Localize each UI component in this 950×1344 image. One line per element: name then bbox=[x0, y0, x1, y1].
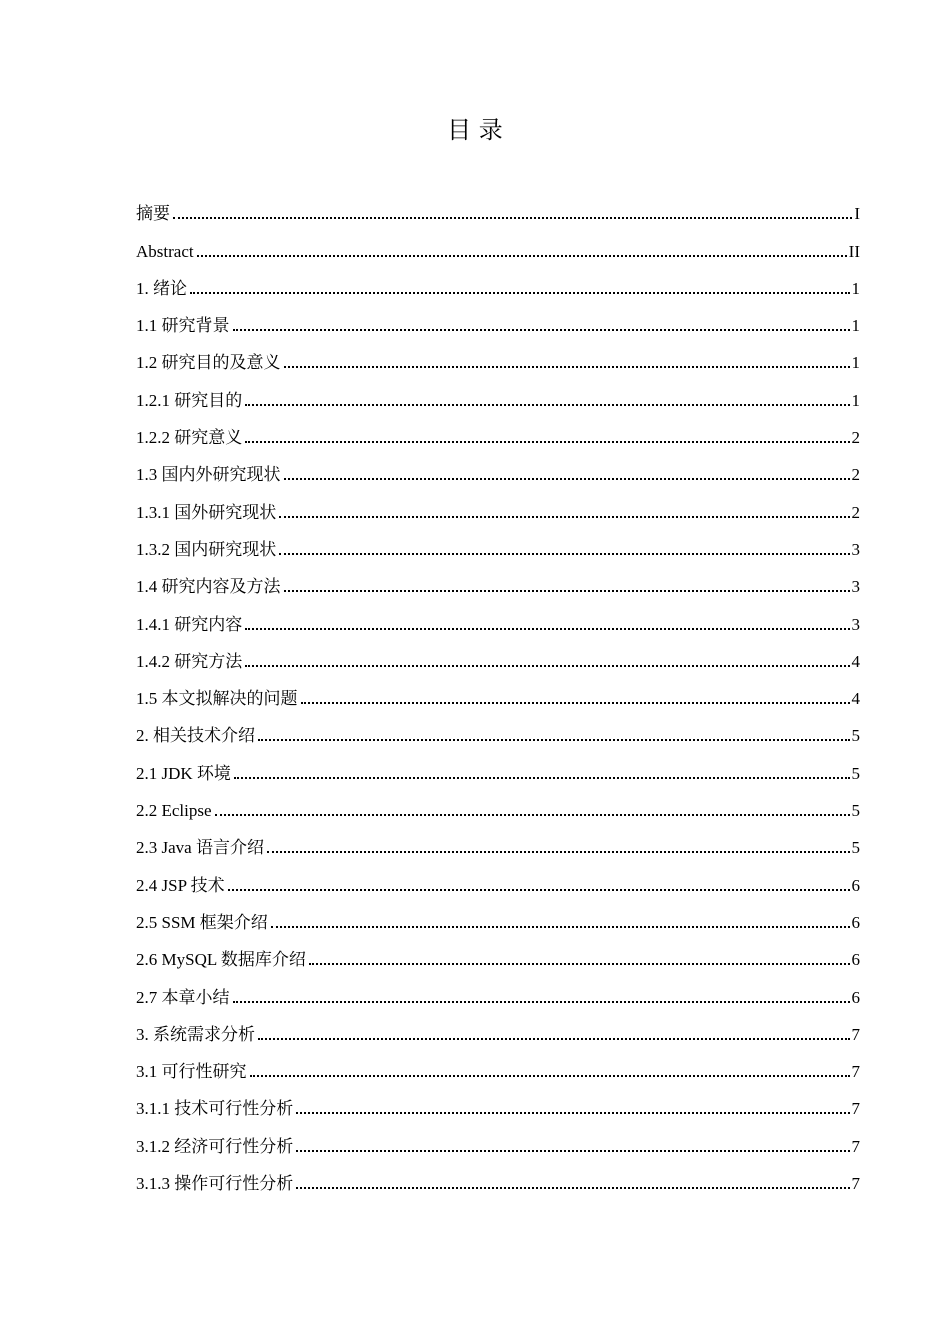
toc-entry[interactable] bbox=[136, 225, 860, 262]
toc-entry-label: 1.1 研究背景 bbox=[136, 316, 230, 336]
toc-entry[interactable] bbox=[136, 1083, 860, 1120]
toc-entry-page-number: 6 bbox=[851, 875, 860, 895]
toc-dot-leader bbox=[284, 478, 850, 480]
toc-dot-leader bbox=[279, 516, 849, 518]
toc-entry-label: 摘要 bbox=[136, 204, 170, 224]
toc-entry[interactable] bbox=[136, 897, 860, 934]
toc-entry-label: 3.1.1 技术可行性分析 bbox=[136, 1099, 294, 1119]
toc-entry-page-number: 6 bbox=[851, 912, 860, 932]
toc-entry[interactable] bbox=[136, 785, 860, 822]
toc-entry-label: 2.7 本章小结 bbox=[136, 987, 230, 1007]
toc-entry-label: 1.5 本文拟解决的问题 bbox=[136, 689, 298, 709]
toc-dot-leader bbox=[233, 1001, 850, 1003]
toc-entry-page-number: 1 bbox=[851, 390, 860, 410]
toc-dot-leader bbox=[296, 1150, 849, 1152]
toc-entry-page-number: 6 bbox=[851, 987, 860, 1007]
toc-entry-label: 3. 系统需求分析 bbox=[136, 1024, 255, 1044]
toc-entry-page-number: 7 bbox=[851, 1024, 860, 1044]
toc-entry-label: 1.4.1 研究内容 bbox=[136, 614, 243, 634]
toc-entry[interactable] bbox=[136, 822, 860, 859]
toc-entry-page-number: 5 bbox=[851, 763, 860, 783]
toc-entry-label: 1.3.1 国外研究现状 bbox=[136, 502, 277, 522]
toc-dot-leader bbox=[296, 1187, 849, 1189]
toc-entry[interactable] bbox=[136, 337, 860, 374]
toc-entry-page-number: 6 bbox=[851, 950, 860, 970]
toc-entry[interactable] bbox=[136, 263, 860, 300]
toc-entry-label: 1.2.1 研究目的 bbox=[136, 390, 243, 410]
toc-entry-label: 2.1 JDK 环境 bbox=[136, 763, 231, 783]
toc-entry-page-number: 3 bbox=[851, 539, 860, 559]
toc-dot-leader bbox=[284, 590, 850, 592]
toc-dot-leader bbox=[245, 628, 849, 630]
toc-entry[interactable] bbox=[136, 934, 860, 971]
toc-dot-leader bbox=[233, 329, 850, 331]
toc-entry-page-number: 1 bbox=[851, 353, 860, 373]
toc-title: 目 录 bbox=[447, 116, 503, 144]
toc-entry[interactable] bbox=[136, 636, 860, 673]
toc-dot-leader bbox=[215, 814, 850, 816]
toc-dot-leader bbox=[228, 889, 850, 891]
toc-entry-page-number: 5 bbox=[851, 726, 860, 746]
toc-dot-leader bbox=[190, 292, 850, 294]
toc-dot-leader bbox=[245, 665, 849, 667]
toc-entry[interactable] bbox=[136, 859, 860, 896]
toc-entry[interactable] bbox=[136, 524, 860, 561]
toc-entry-page-number: 2 bbox=[851, 502, 860, 522]
toc-entry-label: 2.6 MySQL 数据库介绍 bbox=[136, 950, 306, 970]
toc-entry-page-number: 7 bbox=[851, 1062, 860, 1082]
toc-dot-leader bbox=[258, 1038, 850, 1040]
toc-entry-label: 1.3.2 国内研究现状 bbox=[136, 539, 277, 559]
toc-entry-page-number: 3 bbox=[851, 577, 860, 597]
toc-entry-page-number: II bbox=[848, 241, 860, 261]
toc-entry-page-number: 5 bbox=[851, 838, 860, 858]
toc-entry-label: 3.1.2 经济可行性分析 bbox=[136, 1136, 294, 1156]
toc-entry-page-number: 1 bbox=[851, 278, 860, 298]
toc-entry[interactable] bbox=[136, 747, 860, 784]
toc-entry-page-number: 5 bbox=[851, 801, 860, 821]
toc-entry-page-number: 7 bbox=[851, 1174, 860, 1194]
toc-entry[interactable] bbox=[136, 486, 860, 523]
toc-entry-label: 1.4.2 研究方法 bbox=[136, 651, 243, 671]
toc-dot-leader bbox=[173, 217, 852, 219]
table-of-contents bbox=[136, 188, 860, 1195]
toc-entry[interactable] bbox=[136, 412, 860, 449]
toc-dot-leader bbox=[245, 404, 849, 406]
toc-entry-page-number: 7 bbox=[851, 1136, 860, 1156]
toc-dot-leader bbox=[234, 777, 850, 779]
toc-entry-label: 2.3 Java 语言介绍 bbox=[136, 838, 264, 858]
toc-dot-leader bbox=[258, 739, 850, 741]
toc-entry[interactable] bbox=[136, 710, 860, 747]
toc-entry[interactable] bbox=[136, 1158, 860, 1195]
toc-entry-page-number: 7 bbox=[851, 1099, 860, 1119]
toc-dot-leader bbox=[309, 963, 850, 965]
toc-dot-leader bbox=[271, 926, 850, 928]
toc-entry[interactable] bbox=[136, 1009, 860, 1046]
toc-entry[interactable] bbox=[136, 598, 860, 635]
toc-entry-page-number: I bbox=[854, 204, 860, 224]
toc-entry[interactable] bbox=[136, 561, 860, 598]
toc-entry-page-number: 2 bbox=[851, 465, 860, 485]
toc-entry-label: 1.4 研究内容及方法 bbox=[136, 577, 281, 597]
toc-entry[interactable] bbox=[136, 300, 860, 337]
toc-entry[interactable] bbox=[136, 449, 860, 486]
toc-entry-label: 2. 相关技术介绍 bbox=[136, 726, 255, 746]
toc-entry-label: 1. 绪论 bbox=[136, 278, 187, 298]
toc-entry-label: 1.3 国内外研究现状 bbox=[136, 465, 281, 485]
toc-entry-page-number: 1 bbox=[851, 316, 860, 336]
toc-entry[interactable] bbox=[136, 673, 860, 710]
toc-entry-page-number: 4 bbox=[851, 689, 860, 709]
toc-entry-label: 3.1.3 操作可行性分析 bbox=[136, 1174, 294, 1194]
toc-entry-page-number: 4 bbox=[851, 651, 860, 671]
toc-dot-leader bbox=[245, 441, 849, 443]
toc-entry-label: 1.2.2 研究意义 bbox=[136, 428, 243, 448]
toc-entry-label: 2.5 SSM 框架介绍 bbox=[136, 912, 268, 932]
toc-entry-label: 1.2 研究目的及意义 bbox=[136, 353, 281, 373]
toc-entry-label: Abstract bbox=[136, 241, 194, 261]
toc-entry-label: 2.4 JSP 技术 bbox=[136, 875, 225, 895]
toc-dot-leader bbox=[296, 1112, 849, 1114]
toc-entry[interactable] bbox=[136, 188, 860, 225]
toc-entry[interactable] bbox=[136, 374, 860, 411]
toc-dot-leader bbox=[197, 255, 847, 257]
toc-entry-page-number: 3 bbox=[851, 614, 860, 634]
toc-entry-label: 2.2 Eclipse bbox=[136, 801, 212, 821]
toc-dot-leader bbox=[267, 851, 850, 853]
toc-entry-label: 3.1 可行性研究 bbox=[136, 1062, 247, 1082]
toc-dot-leader bbox=[284, 366, 850, 368]
toc-dot-leader bbox=[301, 702, 850, 704]
toc-entry[interactable] bbox=[136, 1046, 860, 1083]
toc-entry[interactable] bbox=[136, 1120, 860, 1157]
toc-dot-leader bbox=[250, 1075, 850, 1077]
toc-entry-page-number: 2 bbox=[851, 428, 860, 448]
toc-dot-leader bbox=[279, 553, 849, 555]
toc-entry[interactable] bbox=[136, 971, 860, 1008]
